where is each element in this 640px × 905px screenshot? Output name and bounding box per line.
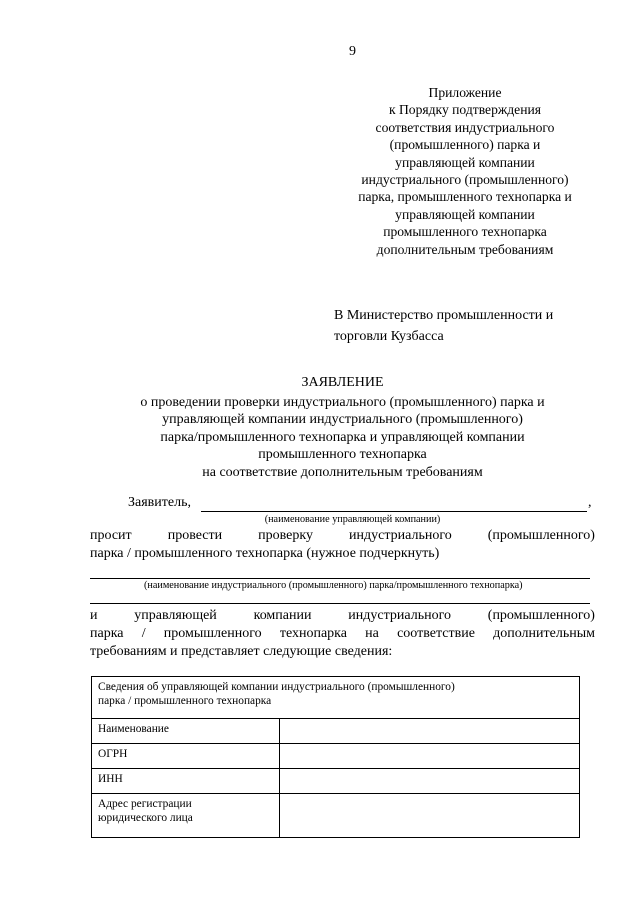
table-header-line: парка / промышленного технопарка xyxy=(98,695,272,707)
word: управляющей xyxy=(134,608,217,623)
park-caption: (наименование индустриального (промышленного) парка/промышленного технопарка) xyxy=(144,580,523,591)
row-value-ogrn[interactable] xyxy=(280,744,580,769)
word: / xyxy=(141,626,146,641)
request-line-1 xyxy=(90,528,595,544)
word: проверку xyxy=(258,528,313,543)
recipient-block xyxy=(334,305,553,347)
appendix-line: к Порядку подтверждения xyxy=(388,102,542,118)
document-title xyxy=(90,374,595,482)
row-label-address xyxy=(92,794,280,838)
title-line: промышленного технопарка xyxy=(258,447,427,463)
row-value-name[interactable] xyxy=(280,719,580,744)
word: (промышленного) xyxy=(487,528,595,543)
appendix-line: индустриального (промышленного) xyxy=(361,172,569,188)
word: промышленного xyxy=(163,626,262,641)
title-line: управляющей компании индустриального (промышленного) xyxy=(162,412,523,428)
table-row xyxy=(92,769,580,794)
company-info-table xyxy=(91,676,580,838)
appendix-line: парка, промышленного технопарка и xyxy=(358,189,572,205)
applicant-caption: (наименование управляющей компании) xyxy=(264,514,441,525)
word: соответствие xyxy=(397,626,475,641)
appendix-line: промышленного технопарка xyxy=(383,224,547,240)
continuation-line-1 xyxy=(90,608,595,624)
appendix-line: управляющей компании xyxy=(395,154,535,170)
appendix-line: соответствия индустриального xyxy=(375,119,555,135)
table-header-line: Сведения об управляющей компании индустриального (промышленного) xyxy=(98,681,455,693)
appendix-line: (промышленного) парка и xyxy=(389,137,541,153)
appendix-line: Приложение xyxy=(428,85,502,100)
appendix-line: управляющей компании xyxy=(395,206,535,222)
row-value-inn[interactable] xyxy=(280,769,580,794)
table-header-row xyxy=(92,677,580,719)
recipient-line: В Министерство промышленности и xyxy=(334,308,554,323)
word: индустриального xyxy=(349,528,452,543)
continuation-line-2 xyxy=(90,626,595,642)
applicant-name-field[interactable] xyxy=(201,511,587,512)
word: и xyxy=(90,608,98,623)
row-label-name: Наименование xyxy=(92,719,280,744)
continuation-line-3: требованиям и представляет следующие сведения: xyxy=(90,644,393,659)
table-row xyxy=(92,719,580,744)
row-label-line: Адрес регистрации xyxy=(98,798,192,810)
table-row xyxy=(92,794,580,838)
page-number: 9 xyxy=(349,44,356,59)
applicant-comma: , xyxy=(588,495,592,510)
title-line: на соответствие дополнительным требованиям xyxy=(202,464,483,480)
park-name-field-continued[interactable] xyxy=(90,603,590,604)
row-label-ogrn: ОГРН xyxy=(92,744,280,769)
table-header-cell xyxy=(92,677,580,719)
appendix-note xyxy=(345,84,585,258)
word: парка xyxy=(90,626,124,641)
word: индустриального xyxy=(348,608,451,623)
word: дополнительным xyxy=(493,626,595,641)
word: просит xyxy=(90,528,132,543)
applicant-label: Заявитель, xyxy=(128,495,191,510)
row-label-line: юридического лица xyxy=(98,812,193,824)
word: на xyxy=(365,626,379,641)
park-name-field[interactable] xyxy=(90,578,590,579)
row-value-address[interactable] xyxy=(280,794,580,838)
appendix-line: дополнительным требованиям xyxy=(376,241,554,257)
title-line: о проведении проверки индустриального (промышленного) парка и xyxy=(140,394,545,410)
title-line: парка/промышленного технопарка и управляющей компании xyxy=(160,429,525,445)
word: провести xyxy=(167,528,223,543)
word: (промышленного) xyxy=(487,608,595,623)
recipient-line: торговли Кузбасса xyxy=(334,329,444,344)
title-heading: ЗАЯВЛЕНИЕ xyxy=(301,375,384,390)
word: технопарка xyxy=(279,626,347,641)
row-label-inn: ИНН xyxy=(92,769,280,794)
table-row xyxy=(92,744,580,769)
word: компании xyxy=(253,608,312,623)
request-line-2: парка / промышленного технопарка (нужное подчеркнуть) xyxy=(90,546,440,561)
